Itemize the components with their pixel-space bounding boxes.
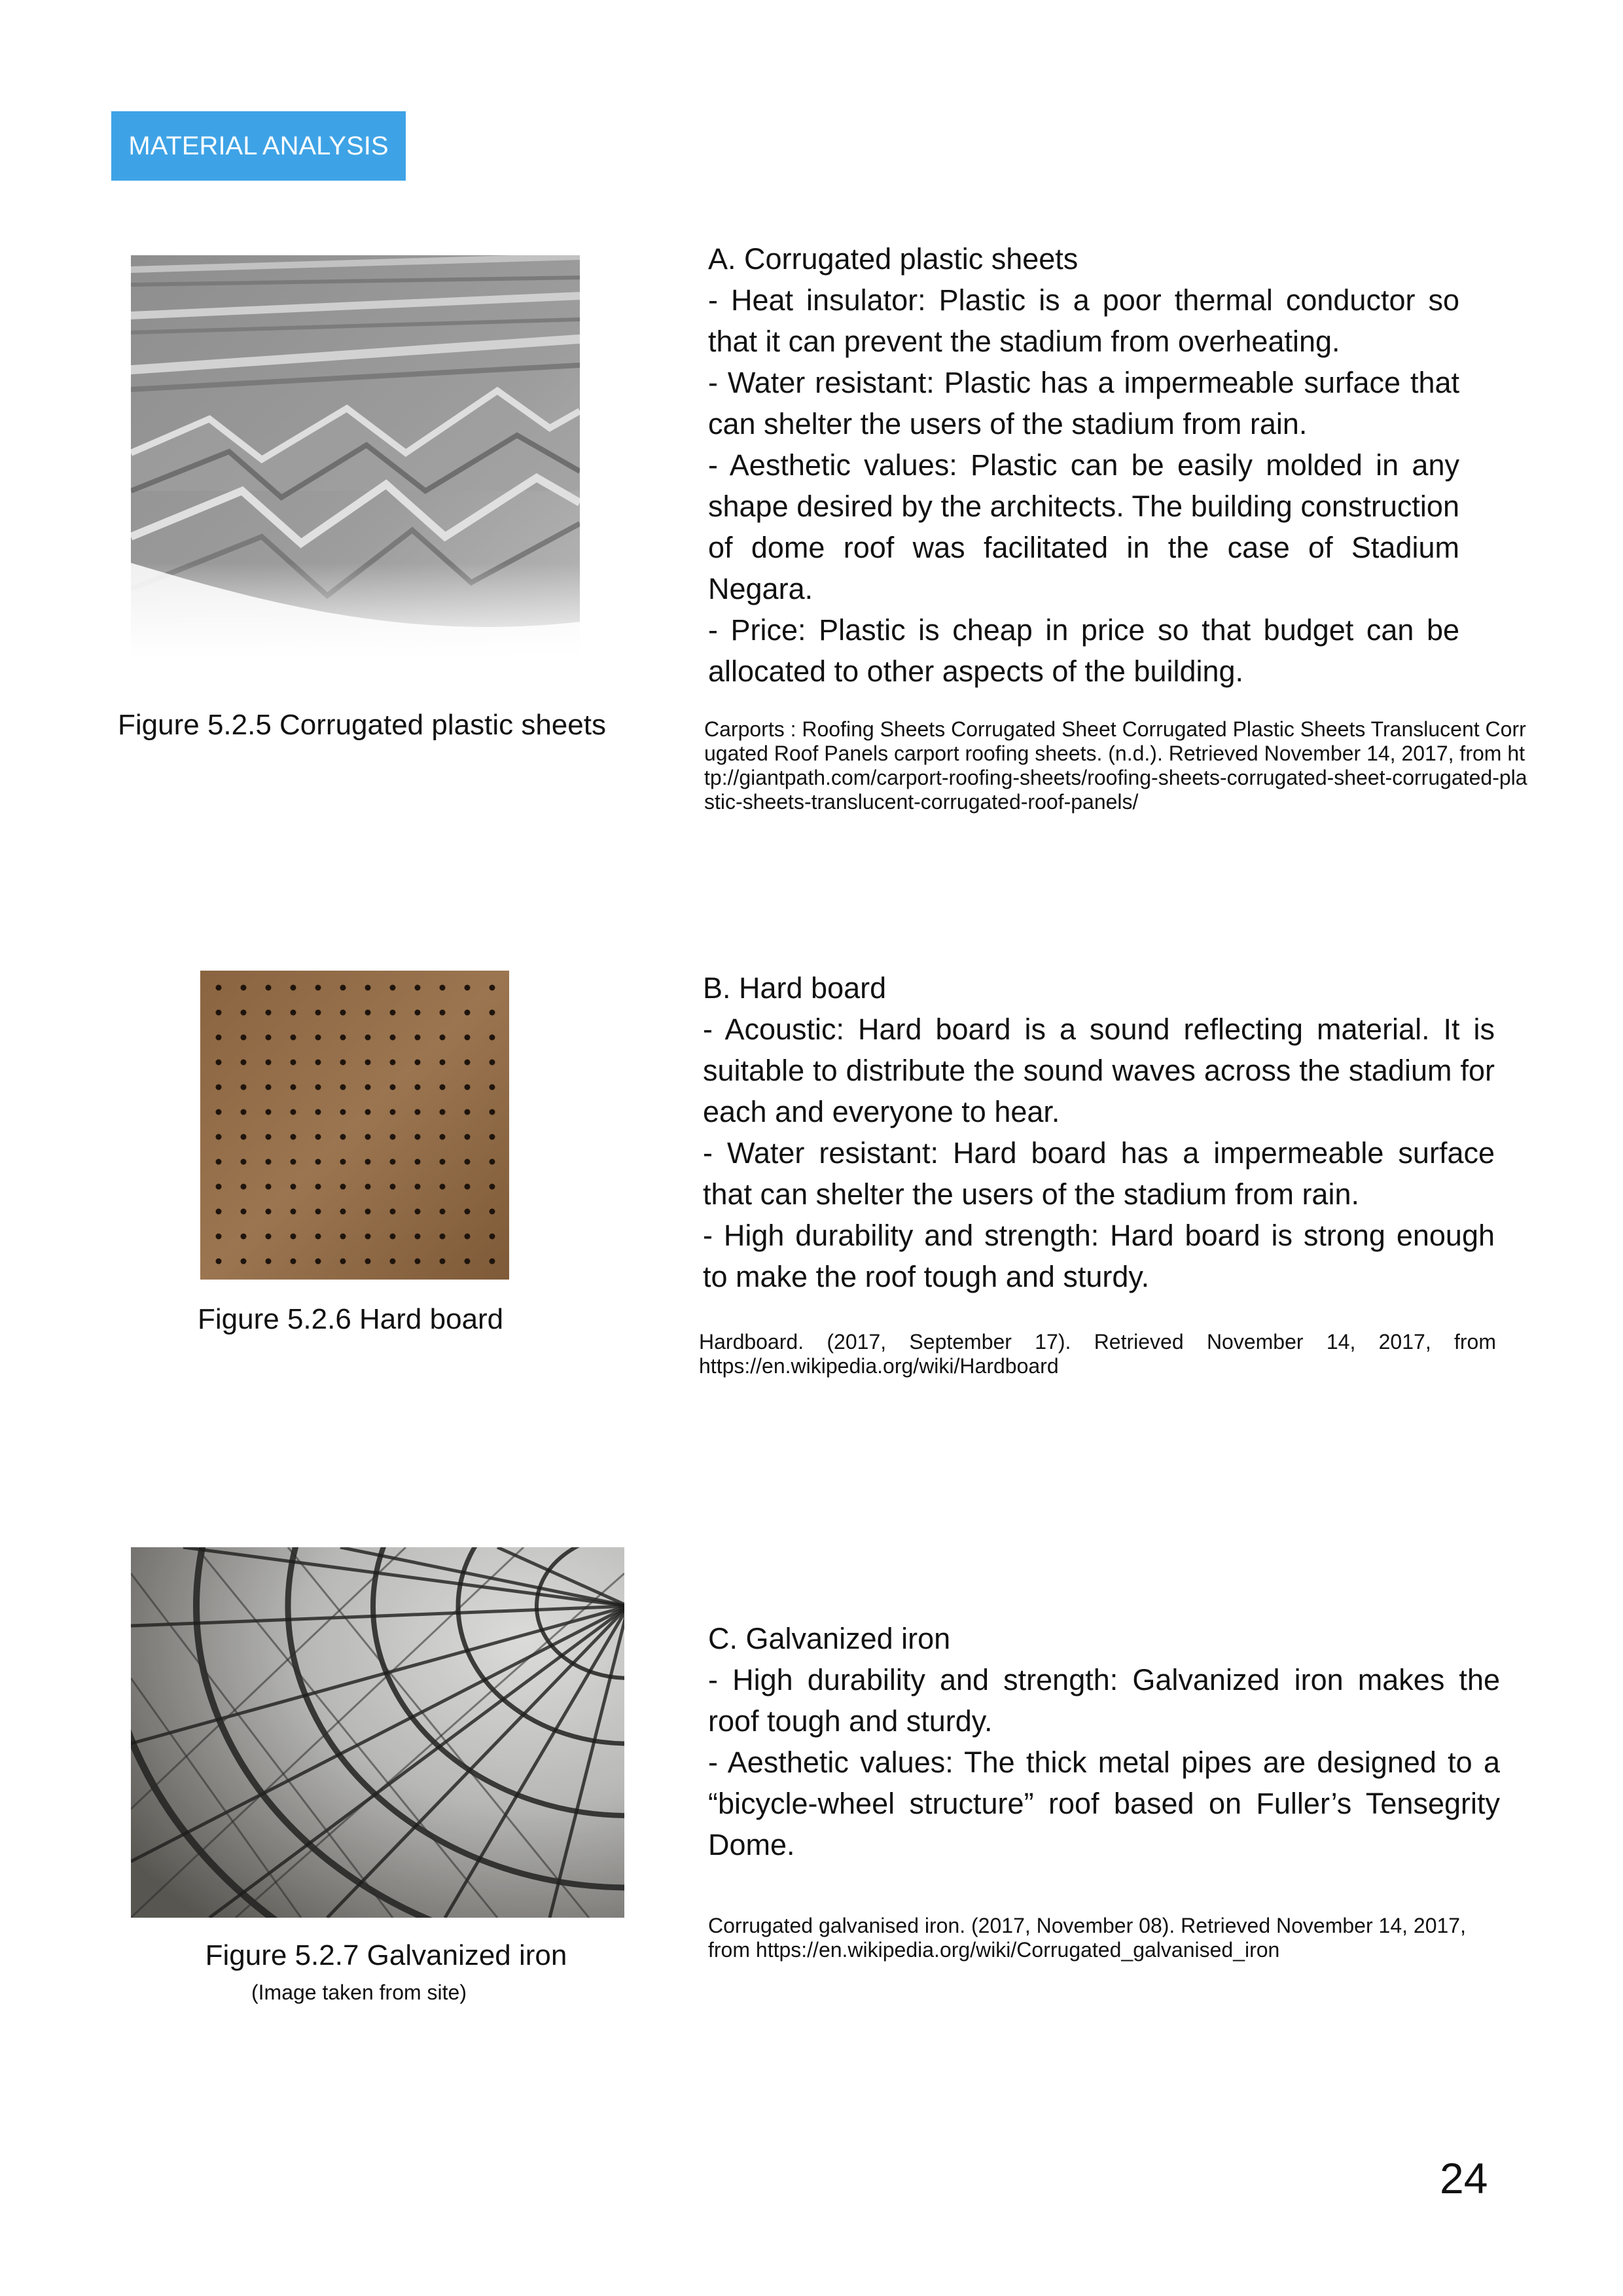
pegboard-hole: [415, 1085, 421, 1090]
pegboard-hole: [291, 1159, 296, 1165]
pegboard-hole: [390, 985, 396, 991]
pegboard-hole: [415, 1010, 421, 1016]
pegboard-hole: [216, 1259, 222, 1265]
pegboard-hole: [490, 1010, 495, 1016]
pegboard-hole: [241, 1085, 247, 1090]
paragraph-aesthetic-values: - Aesthetic values: Plastic can be easily molded in any shape desired by the architects. The building construction of dome roof was facilitated in the case of Stadium Negara.: [708, 448, 1459, 605]
pegboard-hole: [440, 1259, 446, 1265]
paragraph-durability: - High durability and strength: Galvanized iron makes the roof tough and sturdy.: [708, 1663, 1500, 1738]
pegboard-hole: [440, 1234, 446, 1240]
galvanized-iron-dome-image: [131, 1547, 624, 1918]
pegboard-hole: [266, 1184, 272, 1190]
pegboard-hole: [440, 1184, 446, 1190]
pegboard-hole: [440, 1060, 446, 1066]
pegboard-hole: [390, 1010, 396, 1016]
paragraph-durability: - High durability and strength: Hard board is strong enough to make the roof tough and sturdy.: [703, 1219, 1495, 1293]
pegboard-hole: [291, 1060, 296, 1066]
pegboard-hole: [365, 985, 371, 991]
pegboard-hole: [440, 1209, 446, 1215]
pegboard-hole: [465, 1010, 471, 1016]
corrugated-plastic-sheets-image: [131, 255, 580, 661]
pegboard-hole: [216, 1234, 222, 1240]
paragraph-water-resistant: - Water resistant: Plastic has a impermeable surface that can shelter the users of the stadium from rain.: [708, 366, 1459, 440]
pegboard-hole: [340, 1085, 346, 1090]
pegboard-hole: [291, 1184, 296, 1190]
pegboard-hole: [465, 1234, 471, 1240]
pegboard-hole: [465, 1184, 471, 1190]
pegboard-hole: [315, 1060, 321, 1066]
pegboard-hole: [315, 985, 321, 991]
image-source-note: (Image taken from site): [251, 1981, 467, 2004]
pegboard-hole: [390, 1035, 396, 1041]
pegboard-hole: [340, 1209, 346, 1215]
pegboard-hole: [440, 1159, 446, 1165]
pegboard-hole: [216, 1035, 222, 1041]
pegboard-hole: [266, 1209, 272, 1215]
section-galvanized-iron: [708, 1618, 1500, 1865]
pegboard-hole: [241, 1060, 247, 1066]
paragraph-heat-insulator: - Heat insulator: Plastic is a poor thermal conductor so that it can prevent the stadium from overheating.: [708, 283, 1459, 358]
paragraph-water-resistant: - Water resistant: Hard board has a impermeable surface that can shelter the users of the stadium from rain.: [703, 1136, 1495, 1211]
pegboard-hole: [216, 1085, 222, 1090]
pegboard-hole: [266, 1010, 272, 1016]
pegboard-hole: [340, 1134, 346, 1140]
pegboard-hole: [490, 1209, 495, 1215]
pegboard-hole: [291, 1234, 296, 1240]
pegboard-hole: [440, 1085, 446, 1090]
pegboard-hole: [340, 1234, 346, 1240]
pegboard-hole: [415, 985, 421, 991]
pegboard-hole: [315, 1184, 321, 1190]
pegboard-hole: [490, 1109, 495, 1115]
pegboard-hole: [216, 1184, 222, 1190]
pegboard-hole: [241, 1109, 247, 1115]
pegboard-hole: [365, 1234, 371, 1240]
pegboard-hole: [315, 1109, 321, 1115]
pegboard-hole: [266, 985, 272, 991]
pegboard-hole: [465, 1060, 471, 1066]
section-heading-c: C. Galvanized iron: [708, 1622, 951, 1655]
pegboard-hole: [216, 1134, 222, 1140]
pegboard-hole: [390, 1109, 396, 1115]
pegboard-hole: [266, 1060, 272, 1066]
figure-caption-5-2-6: Figure 5.2.6 Hard board: [198, 1303, 504, 1335]
section-corrugated-plastic-sheets: [708, 238, 1459, 692]
pegboard-hole: [415, 1209, 421, 1215]
pegboard-hole: [365, 1209, 371, 1215]
pegboard-hole: [365, 1035, 371, 1041]
pegboard-hole: [390, 1060, 396, 1066]
section-hard-board: [703, 967, 1495, 1297]
pegboard-hole: [291, 1035, 296, 1041]
paragraph-aesthetic-values: - Aesthetic values: The thick metal pipes are designed to a “bicycle-wheel structure” roof based on Fuller’s Tensegrity Dome.: [708, 1746, 1500, 1861]
pegboard-hole: [241, 1010, 247, 1016]
pegboard-hole: [440, 1134, 446, 1140]
pegboard-hole: [415, 1060, 421, 1066]
pegboard-hole: [490, 1184, 495, 1190]
pegboard-hole: [340, 1109, 346, 1115]
pegboard-hole: [216, 1109, 222, 1115]
pegboard-hole: [365, 1259, 371, 1265]
pegboard-hole: [340, 1159, 346, 1165]
pegboard-hole: [266, 1259, 272, 1265]
figure-caption-5-2-7: Figure 5.2.7 Galvanized iron: [205, 1939, 567, 1971]
pegboard-hole: [390, 1159, 396, 1165]
pegboard-hole: [315, 1010, 321, 1016]
pegboard-hole: [440, 1109, 446, 1115]
pegboard-hole: [390, 1134, 396, 1140]
pegboard-hole: [490, 1035, 495, 1041]
pegboard-hole: [365, 1134, 371, 1140]
pegboard-hole: [340, 985, 346, 991]
pegboard-hole: [340, 1259, 346, 1265]
pegboard-hole: [415, 1134, 421, 1140]
pegboard-hole: [315, 1234, 321, 1240]
paragraph-acoustic: - Acoustic: Hard board is a sound reflecting material. It is suitable to distribute the sound waves across the stadium for each and everyone to hear.: [703, 1013, 1495, 1128]
pegboard-hole: [266, 1109, 272, 1115]
pegboard-hole: [490, 1060, 495, 1066]
pegboard-hole: [415, 1234, 421, 1240]
reference-corrugated-plastic: Carports : Roofing Sheets Corrugated Sheet Corrugated Plastic Sheets Translucent Corrugated Roof Panels carport roofing sheets. (n.d.). Retrieved November 14, 2017, from http://giantpath.com/carport-roofing-sheets/roofing-sheets-corrugated-sheet-corrugated-plastic-sheets-translucent-corrugated-roof-panels/: [704, 717, 1527, 814]
section-header-tag: MATERIAL ANALYSIS: [111, 111, 406, 181]
pegboard-hole: [440, 985, 446, 991]
pegboard-hole: [415, 1184, 421, 1190]
pegboard-hole: [390, 1209, 396, 1215]
pegboard-hole: [465, 1209, 471, 1215]
section-heading-b: B. Hard board: [703, 971, 887, 1005]
paragraph-price: - Price: Plastic is cheap in price so that budget can be allocated to other aspects of the building.: [708, 613, 1459, 688]
pegboard-hole: [241, 1234, 247, 1240]
pegboard-hole: [415, 1259, 421, 1265]
page-number: 24: [1440, 2154, 1488, 2202]
pegboard-hole: [291, 1259, 296, 1265]
pegboard-hole: [390, 1259, 396, 1265]
pegboard-hole: [266, 1035, 272, 1041]
pegboard-hole: [365, 1184, 371, 1190]
pegboard-hole: [365, 1010, 371, 1016]
pegboard-hole: [365, 1060, 371, 1066]
pegboard-hole: [291, 1109, 296, 1115]
pegboard-hole: [465, 1159, 471, 1165]
pegboard-hole: [315, 1159, 321, 1165]
pegboard-hole: [365, 1159, 371, 1165]
pegboard-hole: [216, 1060, 222, 1066]
pegboard-hole: [291, 1085, 296, 1090]
pegboard-hole: [266, 1085, 272, 1090]
pegboard-hole: [465, 1109, 471, 1115]
pegboard-hole: [241, 1134, 247, 1140]
pegboard-hole: [465, 1085, 471, 1090]
pegboard-hole: [390, 1085, 396, 1090]
pegboard-hole: [465, 985, 471, 991]
reference-galvanised-iron: Corrugated galvanised iron. (2017, November 08). Retrieved November 14, 2017, from https://en.wikipedia.org/wiki/Corrugated_galvanised_iron: [708, 1914, 1466, 1962]
pegboard-hole: [241, 1159, 247, 1165]
pegboard-hole: [241, 1259, 247, 1265]
pegboard-hole: [490, 985, 495, 991]
pegboard-hole: [415, 1159, 421, 1165]
pegboard-hole: [340, 1184, 346, 1190]
pegboard-hole: [266, 1134, 272, 1140]
pegboard-hole: [241, 1209, 247, 1215]
pegboard-hole: [291, 985, 296, 991]
pegboard-hole: [241, 985, 247, 991]
pegboard-hole: [315, 1209, 321, 1215]
pegboard-hole: [315, 1259, 321, 1265]
pegboard-hole: [465, 1134, 471, 1140]
hard-board-image: [200, 971, 509, 1280]
pegboard-hole: [315, 1035, 321, 1041]
pegboard-hole: [216, 1209, 222, 1215]
pegboard-hole: [465, 1259, 471, 1265]
pegboard-hole: [241, 1035, 247, 1041]
pegboard-hole: [216, 1010, 222, 1016]
pegboard-hole: [315, 1134, 321, 1140]
pegboard-hole: [216, 1159, 222, 1165]
reference-hardboard: Hardboard. (2017, September 17). Retrieved November 14, 2017, from https://en.wikipedia.org/wiki/Hardboard: [699, 1330, 1496, 1378]
pegboard-hole: [490, 1234, 495, 1240]
pegboard-hole: [315, 1085, 321, 1090]
pegboard-hole: [340, 1010, 346, 1016]
pegboard-hole: [490, 1085, 495, 1090]
pegboard-hole: [390, 1184, 396, 1190]
section-heading-a: A. Corrugated plastic sheets: [708, 242, 1079, 276]
pegboard-hole: [465, 1035, 471, 1041]
pegboard-hole: [216, 985, 222, 991]
pegboard-hole: [415, 1109, 421, 1115]
pegboard-hole: [291, 1134, 296, 1140]
pegboard-hole: [241, 1184, 247, 1190]
pegboard-hole: [490, 1159, 495, 1165]
figure-caption-5-2-5: Figure 5.2.5 Corrugated plastic sheets: [118, 709, 606, 741]
pegboard-hole: [440, 1010, 446, 1016]
pegboard-hole: [266, 1159, 272, 1165]
pegboard-hole: [291, 1209, 296, 1215]
pegboard-hole: [490, 1259, 495, 1265]
pegboard-hole: [266, 1234, 272, 1240]
pegboard-hole: [390, 1234, 396, 1240]
pegboard-hole: [415, 1035, 421, 1041]
pegboard-hole: [340, 1060, 346, 1066]
pegboard-hole: [291, 1010, 296, 1016]
pegboard-hole: [340, 1035, 346, 1041]
pegboard-hole: [490, 1134, 495, 1140]
pegboard-hole: [365, 1109, 371, 1115]
pegboard-hole: [365, 1085, 371, 1090]
pegboard-hole: [440, 1035, 446, 1041]
